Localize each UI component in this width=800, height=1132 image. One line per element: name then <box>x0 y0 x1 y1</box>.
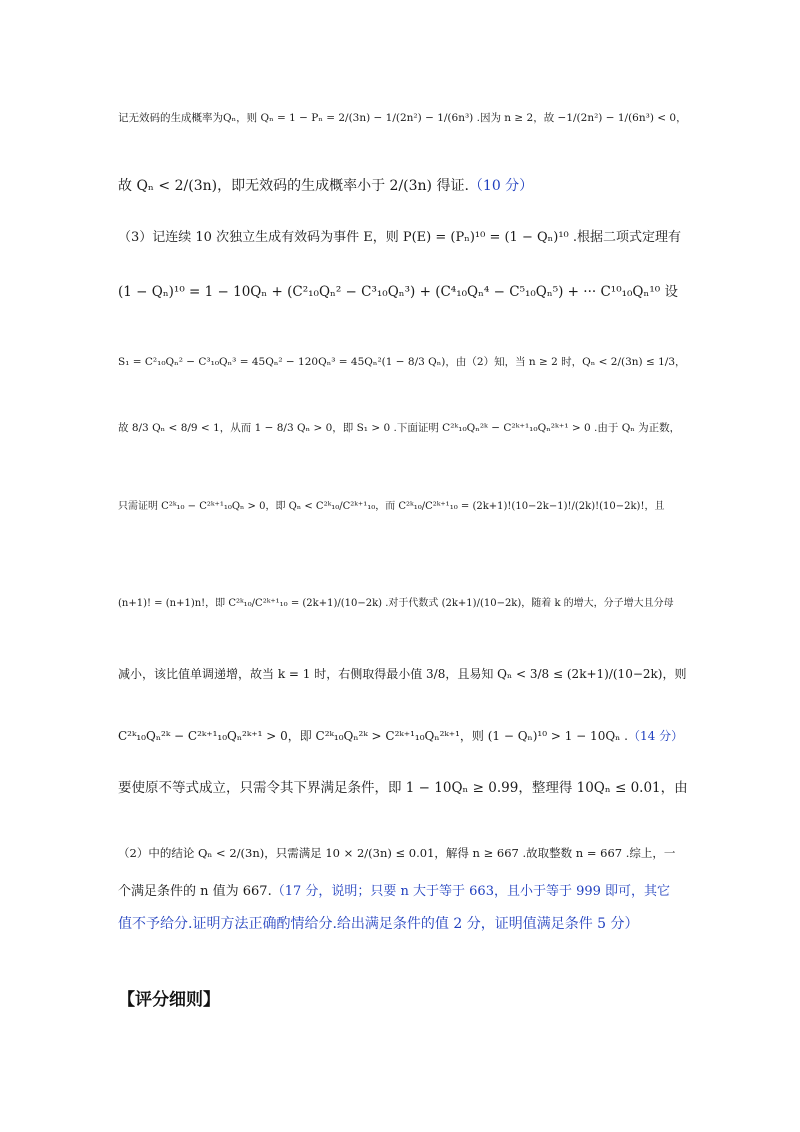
score-note-17-line1: （17 分，说明；只要 n 大于等于 663，且小于等于 999 即可，其它 <box>271 884 671 899</box>
text-line-13-body: 个满足条件的 n 值为 667. <box>118 884 272 899</box>
text-line-10-body: C²ᵏ₁₀Qₙ²ᵏ − C²ᵏ⁺¹₁₀Qₙ²ᵏ⁺¹ > 0，即 C²ᵏ₁₀Qₙ²ᵏ > C²ᵏ⁺¹₁₀Qₙ²ᵏ⁺¹，则 (1 − Qₙ)¹⁰ > 1 − 10Qₙ . <box>118 729 628 743</box>
text-line-4: (1 − Qₙ)¹⁰ = 1 − 10Qₙ + (C²₁₀Qₙ² − C³₁₀Qₙ³) + (C⁴₁₀Qₙ⁴ − C⁵₁₀Qₙ⁵) + ··· C¹⁰₁₀Qₙ¹⁰ 设 <box>118 284 678 300</box>
text-line-1: 记无效码的生成概率为Qₙ，则 Qₙ = 1 − Pₙ = 2/(3n) − 1/(2n²) − 1/(6n³) .因为 n ≥ 2，故 −1/(2n²) − 1/(6n³) < 0， <box>118 112 687 124</box>
text-line-8: (n+1)! = (n+1)n!，即 C²ᵏ₁₀/C²ᵏ⁺¹₁₀ = (2k+1)/(10−2k) .对于代数式 (2k+1)/(10−2k)，随着 k 的增大，分子增大且分母 <box>118 598 674 609</box>
text-line-9: 减小，该比值单调递增，故当 k = 1 时，右侧取得最小值 3/8，且易知 Qₙ < 3/8 ≤ (2k+1)/(10−2k)，则 <box>118 667 687 681</box>
text-line-10 <box>118 726 688 746</box>
text-line-3: （3）记连续 10 次独立生成有效码为事件 E，则 P(E) = (Pₙ)¹⁰ = (1 − Qₙ)¹⁰ .根据二项式定理有 <box>118 230 682 245</box>
text-line-2 <box>118 176 688 196</box>
section-heading: 【评分细则】 <box>118 990 220 1010</box>
text-line-13 <box>118 882 688 902</box>
text-line-11: 要使原不等式成立，只需令其下界满足条件，即 1 − 10Qₙ ≥ 0.99，整理得 10Qₙ ≤ 0.01，由 <box>118 780 688 796</box>
text-line-7: 只需证明 C²ᵏ₁₀ − C²ᵏ⁺¹₁₀Qₙ > 0，即 Qₙ < C²ᵏ₁₀/C²ᵏ⁺¹₁₀，而 C²ᵏ₁₀/C²ᵏ⁺¹₁₀ = (2k+1)!(10−2k−1)!/(2k)!(10−2k)!，且 <box>118 501 665 512</box>
text-line-5: S₁ = C²₁₀Qₙ² − C³₁₀Qₙ³ = 45Qₙ² − 120Qₙ³ = 45Qₙ²(1 − 8/3 Qₙ)，由（2）知，当 n ≥ 2 时，Qₙ < 2/(3n) ≤ 1/3， <box>118 356 686 368</box>
score-note-14: （14 分） <box>627 729 684 743</box>
text-line-2-body: 故 Qₙ < 2/(3n)，即无效码的生成概率小于 2/(3n) 得证. <box>118 178 469 194</box>
score-note-10: （10 分） <box>468 178 534 194</box>
text-line-6: 故 8/3 Qₙ < 8/9 < 1，从而 1 − 8/3 Qₙ > 0，即 S₁ > 0 .下面证明 C²ᵏ₁₀Qₙ²ᵏ − C²ᵏ⁺¹₁₀Qₙ²ᵏ⁺¹ > 0 .由于 Qₙ 为正数， <box>118 422 681 434</box>
text-line-12: （2）中的结论 Qₙ < 2/(3n)，只需满足 10 × 2/(3n) ≤ 0.01，解得 n ≥ 667 .故取整数 n = 667 .综上，一 <box>118 846 676 860</box>
score-note-17-line2: 值不予给分.证明方法正确酌情给分.给出满足条件的值 2 分，证明值满足条件 5 分） <box>118 916 639 932</box>
